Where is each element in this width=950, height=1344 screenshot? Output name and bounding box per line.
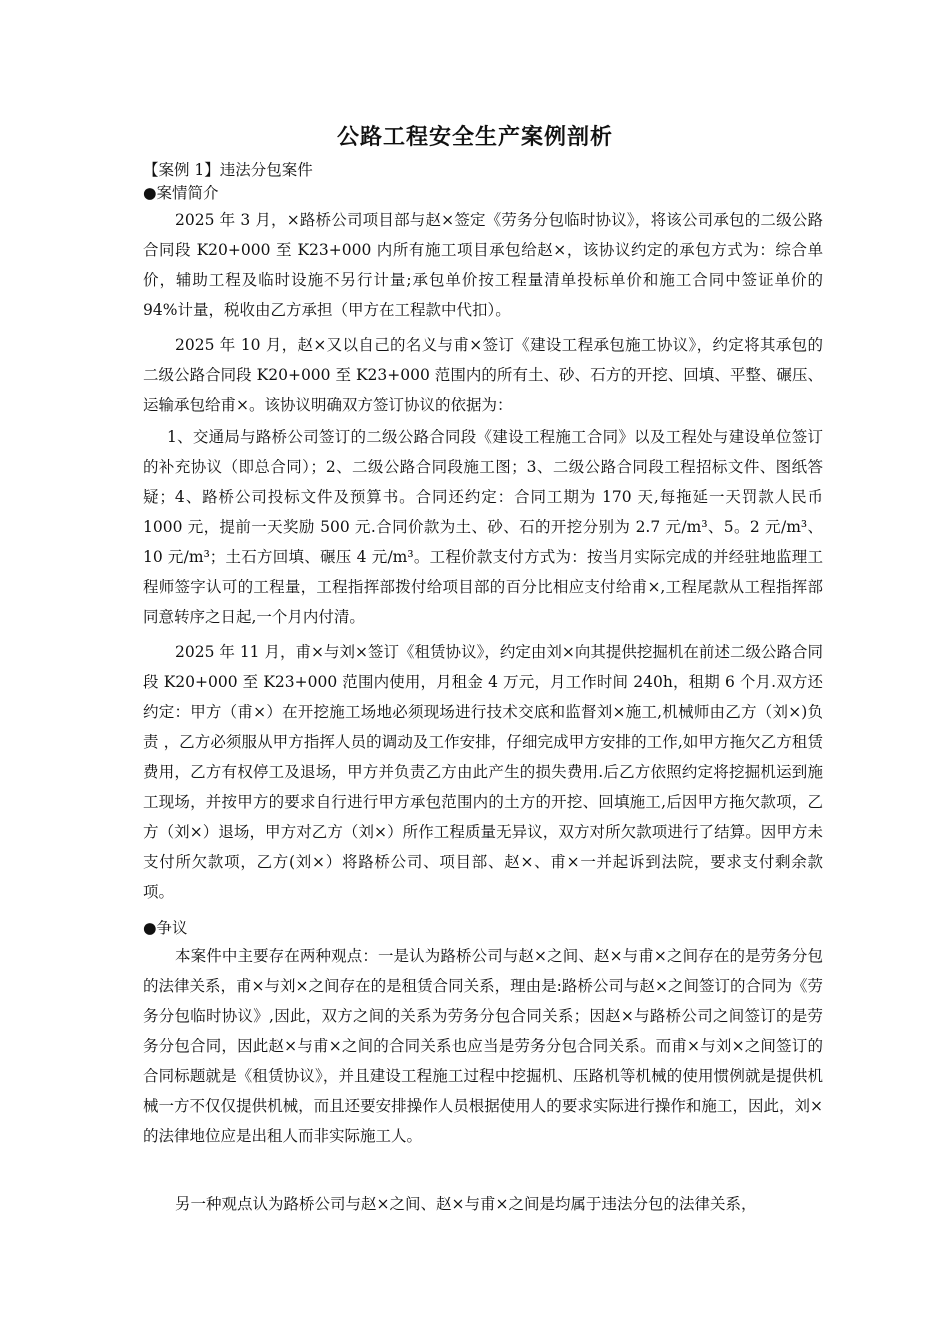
paragraph-summary-1: 2025 年 3 月，×路桥公司项目部与赵×签定《劳务分包临时协议》，将该公司承包的二级公路合同段 K20+000 至 K23+000 内所有施工项目承包给赵×，该协议约定的承包方式为：综合单价，辅助工程及临时设施不另行计量;承包单价按工程量清单投标单价和施工合同中签证单价的 94%计量，税收由乙方承担（甲方在工程款中代扣）。 <box>143 211 823 319</box>
paragraph-summary-2: 2025 年 10 月，赵×又以自己的名义与甫×签订《建设工程承包施工协议》，约定将其承包的二级公路合同段 K20+000 至 K23+000 范围内的所有土、砂、石方的开挖、回填、平整、碾压、运输承包给甫×。该协议明确双方签订协议的依据为： <box>143 336 823 414</box>
paragraph-dispute-1: 本案件中主要存在两种观点：一是认为路桥公司与赵×之间、赵×与甫×之间存在的是劳务分包的法律关系，甫×与刘×之间存在的是租赁合同关系，理由是:路桥公司与赵×之间签订的合同为《劳务分包临时协议》,因此，双方之间的关系为劳务分包合同关系；因赵×与路桥公司之间签订的是劳务分包合同，因此赵×与甫×之间的合同关系也应当是劳务分包合同关系。而甫×与刘×之间签订的合同标题就是《租赁协议》，并且建设工程施工过程中挖掘机、压路机等机械的使用惯例就是提供机械一方不仅仅提供机械，而且还要安排操作人员根据使用人的要求实际进行操作和施工，因此，刘×的法律地位应是出租人而非实际施工人。 <box>143 947 823 1145</box>
document-title: 公路工程安全生产案例剖析 <box>336 125 613 150</box>
paragraph-dispute-2: 另一种观点认为路桥公司与赵×之间、赵×与甫×之间是均属于违法分包的法律关系， <box>175 1195 757 1213</box>
section-heading-dispute: ●争议 <box>143 919 188 937</box>
paragraph-summary-3: 1、交通局与路桥公司签订的二级公路合同段《建设工程施工合同》以及工程处与建设单位签订的补充协议（即总合同）；2、二级公路合同段施工图；3、二级公路合同段工程招标文件、图纸答疑；4、路桥公司投标文件及预算书。合同还约定：合同工期为 170 天,每拖延一天罚款人民币 1000 元，提前一天奖励 500 元.合同价款为土、砂、石的开挖分别为 2.7 元/m³、5。2 元/m³、10 元/m³；土石方回填、碾压 4 元/m³。工程价款支付方式为：按当月实际完成的并经驻地监理工程师签字认可的工程量，工程指挥部拨付给项目部的百分比相应支付给甫×,工程尾款从工程指挥部同意转序之日起,一个月内付清。 <box>143 428 823 626</box>
paragraph-summary-4: 2025 年 11 月，甫×与刘×签订《租赁协议》，约定由刘×向其提供挖掘机在前述二级公路合同段 K20+000 至 K23+000 范围内使用，月租金 4 万元，月工作时间 240h，租期 6 个月.双方还约定：甲方（甫×）在开挖施工场地必须现场进行技术交底和监督刘×施工,机械师由乙方（刘×)负责 ，乙方必须服从甲方指挥人员的调动及工作安排，仔细完成甲方安排的工作,如甲方拖欠乙方租赁费用，乙方有权停工及退场，甲方并负责乙方由此产生的损失费用.后乙方依照约定将挖掘机运到施工现场，并按甲方的要求自行进行甲方承包范围内的土方的开挖、回填施工,后因甲方拖欠款项，乙方（刘×）退场，甲方对乙方（刘×）所作工程质量无异议，双方对所欠款项进行了结算。因甲方未支付所欠款项，乙方(刘×）将路桥公司、项目部、赵×、甫×一并起诉到法院，要求支付剩余款项。 <box>143 643 823 901</box>
section-heading-summary: ●案情简介 <box>143 184 219 202</box>
case-heading: 【案例 1】违法分包案件 <box>143 161 313 179</box>
